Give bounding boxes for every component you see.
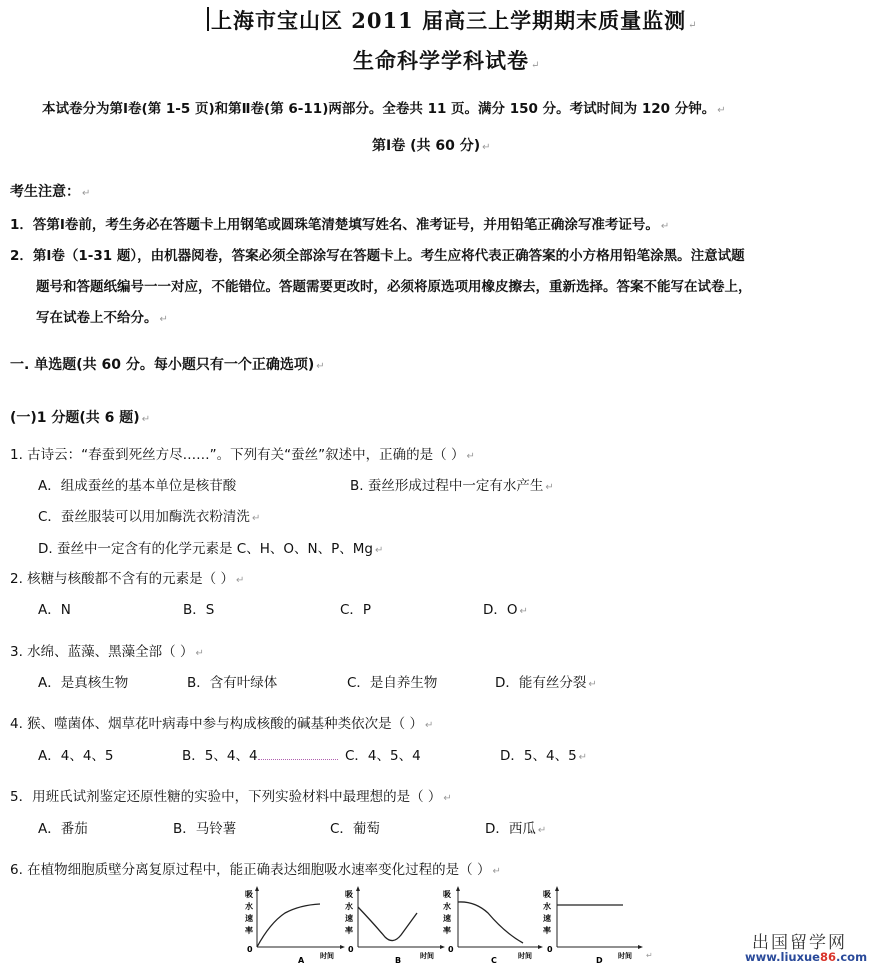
question-3-stem: 3. 水绵、蓝藻、黑藻全部（ ） ↵	[10, 644, 204, 660]
doc-title-line1: 上海市宝山区 2011 届高三上学期期末质量监测 ↵	[211, 8, 698, 33]
notice-item-1: 1．答第Ⅰ卷前，考生务必在答题卡上用钢笔或圆珠笔清楚填写姓名、准考证号，并用铅笔正确涂写准考证号。 ↵	[10, 217, 670, 233]
notice-heading: 考生注意： ↵	[10, 184, 91, 200]
question-4-option-c: C．4、5、4	[345, 748, 421, 764]
question-5-option-b: B．马铃薯	[173, 821, 237, 837]
svg-text:↵: ↵	[646, 951, 653, 960]
svg-text:速: 速	[443, 914, 451, 923]
question-1-option-d: D. 蚕丝中一定含有的化学元素是 C、H、O、N、P、Mg ↵	[38, 541, 384, 557]
svg-text:0: 0	[448, 945, 454, 954]
notice-item-2-line3: 写在试卷上不给分。 ↵	[36, 310, 168, 326]
doc-title-line2: 生命科学学科试卷 ↵	[353, 48, 541, 73]
svg-text:吸: 吸	[443, 890, 451, 899]
graph-c	[443, 885, 543, 965]
question-2-option-a: A．N	[38, 602, 71, 618]
svg-text:水: 水	[245, 902, 253, 911]
svg-text:率: 率	[345, 926, 353, 935]
question-4-option-a: A．4、4、5	[38, 748, 114, 764]
svg-text:0: 0	[348, 945, 354, 954]
graph-d	[543, 885, 653, 965]
question-5-option-a: A．番茄	[38, 821, 88, 837]
svg-text:C: C	[491, 956, 497, 965]
svg-text:速: 速	[543, 914, 551, 923]
svg-text:A: A	[298, 956, 305, 965]
svg-text:吸: 吸	[345, 890, 353, 899]
svg-text:时间: 时间	[518, 952, 532, 960]
svg-text:速: 速	[345, 914, 353, 923]
watermark-site-name: 出国留学网	[752, 933, 847, 953]
part-heading: 一. 单选题(共 60 分。每小题只有一个正确选项) ↵	[10, 357, 325, 373]
question-1-option-b: B. 蚕丝形成过程中一定有水产生 ↵	[350, 478, 554, 494]
svg-text:速: 速	[245, 914, 253, 923]
question-1-stem: 1. 古诗云：“春蚕到死丝方尽……”。下列有关“蚕丝”叙述中，正确的是（ ） ↵	[10, 447, 475, 463]
svg-text:时间: 时间	[420, 952, 434, 960]
question-4-option-b: B．5、4、4	[182, 744, 338, 764]
svg-text:水: 水	[345, 902, 353, 911]
question-3-option-c: C．是自养生物	[347, 675, 438, 691]
question-2-option-b: B．S	[183, 602, 215, 618]
question-5-option-c: C．葡萄	[330, 821, 380, 837]
svg-text:吸: 吸	[543, 890, 551, 899]
notice-item-2-line2: 题号和答题纸编号一一对应，不能错位。答题需要更改时，必须将原选项用橡皮擦去，重新选择。答案不能写在试卷上，	[36, 279, 752, 295]
question-1-option-a: A．组成蚕丝的基本单位是核苷酸	[38, 478, 237, 494]
watermark-url[interactable]: www.liuxue86.com	[745, 950, 868, 964]
question-2-option-c: C．P	[340, 602, 372, 618]
graph-a	[245, 885, 345, 965]
svg-text:0: 0	[547, 945, 553, 954]
sub-heading: (一)1 分题(共 6 题) ↵	[10, 410, 151, 426]
section-title: 第Ⅰ卷 (共 60 分) ↵	[372, 138, 491, 154]
svg-text:B: B	[395, 956, 402, 965]
question-5-stem: 5．用班氏试剂鉴定还原性糖的实验中，下列实验材料中最理想的是（ ） ↵	[10, 789, 452, 805]
question-6-stem: 6. 在植物细胞质壁分离复原过程中，能正确表达细胞吸水速率变化过程的是（ ） ↵	[10, 862, 501, 878]
question-5-option-d: D．西瓜 ↵	[485, 821, 547, 837]
question-2-option-d: D．O ↵	[483, 602, 528, 618]
question-1-option-c: C．蚕丝服装可以用加酶洗衣粉清洗 ↵	[38, 509, 261, 525]
question-3-option-d: D．能有丝分裂 ↵	[495, 675, 597, 691]
text-cursor	[207, 7, 209, 31]
question-2-stem: 2. 核糖与核酸都不含有的元素是（ ） ↵	[10, 571, 245, 587]
question-3-option-b: B．含有叶绿体	[187, 675, 278, 691]
svg-text:率: 率	[543, 926, 551, 935]
svg-text:时间: 时间	[320, 952, 334, 960]
question-3-option-a: A．是真核生物	[38, 675, 129, 691]
question-4-option-d: D．5、4、5 ↵	[500, 748, 588, 764]
svg-text:率: 率	[443, 926, 451, 935]
graph-b	[345, 885, 445, 965]
intro-text: 本试卷分为第Ⅰ卷(第 1-5 页)和第Ⅱ卷(第 6-11)两部分。全卷共 11 页。满分 150 分。考试时间为 120 分钟。 ↵	[42, 101, 726, 117]
graph-a-ylabel: 吸	[245, 890, 253, 899]
svg-text:水: 水	[443, 902, 451, 911]
notice-item-2-line1: 2．第Ⅰ卷（1-31 题），由机器阅卷，答案必须全部涂写在答题卡上。考生应将代表正确答案的小方格用铅笔涂黑。注意试题	[10, 248, 745, 264]
svg-text:率: 率	[245, 926, 253, 935]
svg-text:0: 0	[247, 945, 253, 954]
svg-text:时间: 时间	[618, 952, 632, 960]
svg-text:D: D	[596, 956, 603, 965]
question-4-stem: 4. 猴、噬菌体、烟草花叶病毒中参与构成核酸的碱基种类依次是（ ） ↵	[10, 716, 434, 732]
svg-text:水: 水	[543, 902, 551, 911]
